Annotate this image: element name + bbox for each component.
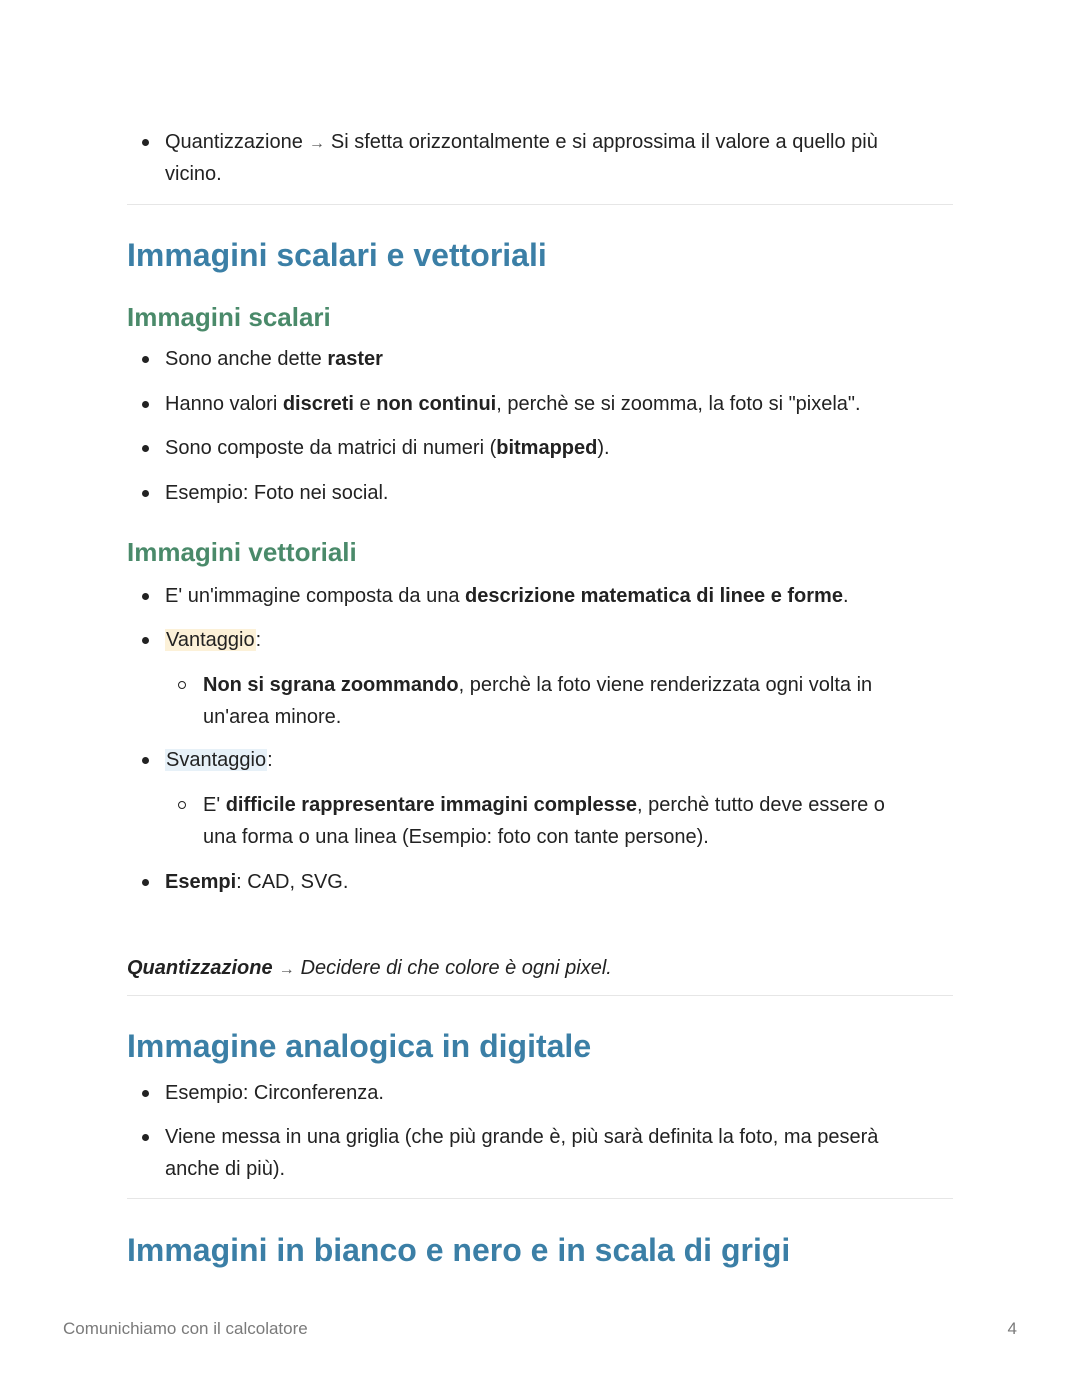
- sub-bullet-circle: [178, 801, 186, 809]
- list-item: [165, 343, 383, 375]
- sub-list-item: [203, 789, 885, 821]
- section-title: Immagini in bianco e nero e in scala di grigi: [127, 1232, 791, 1268]
- bullet-dot: [142, 879, 149, 886]
- bold-term: descrizione matematica di linee e forme: [465, 585, 843, 607]
- item-text: , perchè la foto viene renderizzata ogni volta in: [458, 674, 873, 696]
- bold-term: discreti: [282, 393, 354, 415]
- list-item: [165, 866, 348, 898]
- term: Quantizzazione: [165, 131, 303, 153]
- bold-term: non continui: [376, 393, 497, 415]
- list-item: [165, 126, 878, 160]
- bullet-dot: [142, 637, 149, 644]
- list-item-continuation: anche di più).: [165, 1158, 286, 1180]
- divider: [127, 1198, 953, 1199]
- list-item: [165, 624, 261, 656]
- highlighted-label: Vantaggio: [166, 629, 255, 651]
- bullet-dot: [142, 445, 149, 452]
- list-item: [165, 580, 849, 612]
- section-title: Immagine analogica in digitale: [127, 1028, 592, 1064]
- note-line: [127, 952, 612, 986]
- list-item: [165, 432, 610, 464]
- arrow-icon: →: [308, 135, 325, 152]
- subsection-title: Immagini scalari: [127, 302, 331, 332]
- item-text: , perchè tutto deve essere o: [636, 794, 885, 816]
- subsection-title: Immagini vettoriali: [127, 537, 357, 567]
- divider: [127, 995, 953, 996]
- list-item-continuation: vicino.: [165, 163, 222, 185]
- item-text: e: [354, 393, 377, 415]
- bold-term: Non si sgrana zoommando: [203, 674, 459, 696]
- item-text: Sono anche dette: [165, 348, 328, 370]
- list-item: [165, 744, 273, 776]
- sub-list-item: [203, 669, 872, 701]
- bullet-dot: [142, 593, 149, 600]
- bullet-dot: [142, 490, 149, 497]
- sub-list-item-continuation: un'area minore.: [203, 706, 342, 728]
- bold-term: raster: [327, 348, 383, 370]
- sub-list-item-continuation: una forma o una linea (Esempio: foto con tante persone).: [203, 826, 709, 848]
- bullet-dot: [142, 1134, 149, 1141]
- section-title: Immagini scalari e vettoriali: [127, 237, 547, 273]
- bold-term: Esempi: [165, 871, 237, 893]
- item-text: : CAD, SVG.: [236, 871, 349, 893]
- bullet-dot: [142, 401, 149, 408]
- list-item: [165, 388, 861, 420]
- item-text: ).: [597, 437, 610, 459]
- item-text: E': [203, 794, 226, 816]
- note-text: Decidere di che colore è ogni pixel.: [300, 957, 612, 979]
- divider: [127, 204, 953, 205]
- sub-bullet-circle: [178, 681, 186, 689]
- item-text: , perchè se si zoomma, la foto si "pixela".: [496, 393, 861, 415]
- bullet-dot: [142, 1090, 149, 1097]
- arrow-icon: →: [278, 961, 295, 978]
- bullet-dot: [142, 356, 149, 363]
- highlighted-label: Svantaggio: [166, 749, 267, 771]
- item-text: .: [842, 585, 849, 607]
- list-item: Esempio: Foto nei social.: [165, 482, 389, 504]
- bold-term: Quantizzazione: [127, 957, 273, 979]
- item-text: :: [255, 629, 262, 651]
- bold-term: difficile rappresentare immagini complesse: [225, 794, 637, 816]
- list-item: Viene messa in una griglia (che più grande è, più sarà definita la foto, ma peserà: [165, 1126, 879, 1148]
- bullet-dot: [142, 757, 149, 764]
- item-text: Sono composte da matrici di numeri (: [165, 437, 497, 459]
- item-text: E' un'immagine composta da una: [165, 585, 466, 607]
- item-text: Hanno valori: [165, 393, 283, 415]
- item-text: :: [267, 749, 273, 771]
- footer-doc-title: Comunichiamo con il calcolatore: [63, 1319, 308, 1338]
- item-text: Si sfetta orizzontalmente e si approssima il valore a quello più: [330, 131, 878, 153]
- list-item: Esempio: Circonferenza.: [165, 1082, 384, 1104]
- footer-page-number: 4: [1007, 1319, 1017, 1338]
- bold-term: bitmapped: [496, 437, 598, 459]
- bullet-dot: [142, 139, 149, 146]
